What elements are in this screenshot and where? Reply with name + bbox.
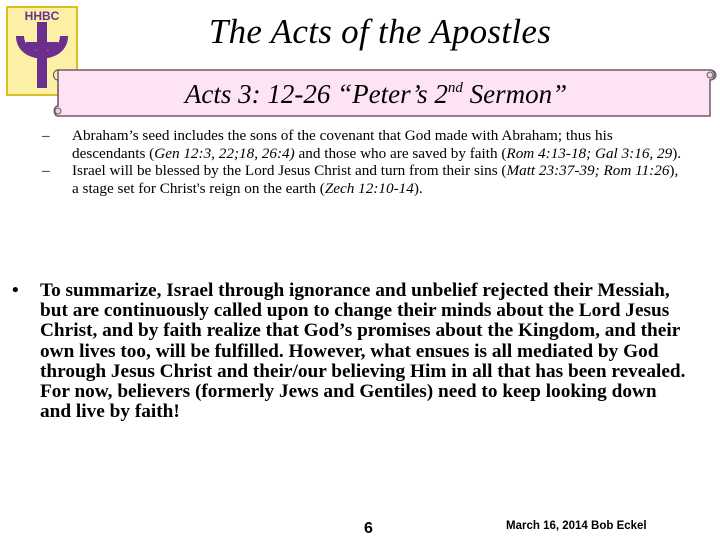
reference: Zech 12:10-14 (324, 179, 414, 197)
reference: Gen 12:3, 22;18, 26:4) (154, 144, 295, 162)
sub-point-text: ), a stage set for Christ's reign on the earth ( (72, 162, 679, 197)
sub-point-text: ). (672, 144, 682, 162)
slide-title: The Acts of the Apostles (208, 12, 552, 51)
page-number: 6 (364, 520, 373, 537)
sub-point-list (42, 127, 682, 197)
reference: Rom 4:13-18; Gal 3:16, 29 (506, 144, 673, 162)
summary-bullet (12, 281, 692, 422)
sub-point-text: Israel will be blessed by the Lord Jesus Christ and turn from their sins ( (72, 162, 507, 179)
sub-point-text: Abraham’s seed includes the sons of the covenant that God made with Abraham; thus his descendants ( (72, 127, 613, 162)
summary-text: To summarize, Israel through ignorance and unbelief rejected their Messiah, but are continuously called upon to change their minds about the Lord Jesus Christ, and by faith realize that God’s promises about the Kingdom, and their own lives too, will be fulfilled. However, what ensues is all mediated by God through Jesus Christ and their/our believing Him in all that has been revealed. For now, believers (formerly Jews and Gentiles) need to keep looking down and live by faith! (40, 280, 686, 423)
sub-point (42, 127, 682, 162)
cross-horizontal (26, 42, 58, 50)
logo-text: HHBC (24, 9, 60, 23)
banner-superscript: nd (447, 80, 463, 96)
sub-point-text: and those who are saved by faith ( (294, 144, 507, 162)
banner-end: Sermon” (462, 79, 568, 109)
dash-marker: – (42, 127, 50, 144)
banner-main: Acts 3: 12-26 “Peter’s 2 (184, 79, 448, 109)
cross-vertical (37, 22, 47, 88)
footer-date-author: March 16, 2014 Bob Eckel (506, 520, 647, 532)
sub-point (42, 162, 682, 197)
reference: Matt 23:37-39; Rom 11:26 (506, 162, 670, 179)
dash-marker: – (42, 162, 50, 179)
sermon-banner (86, 79, 666, 110)
sub-point-text: ). (413, 179, 423, 197)
bullet-marker: • (12, 280, 19, 301)
